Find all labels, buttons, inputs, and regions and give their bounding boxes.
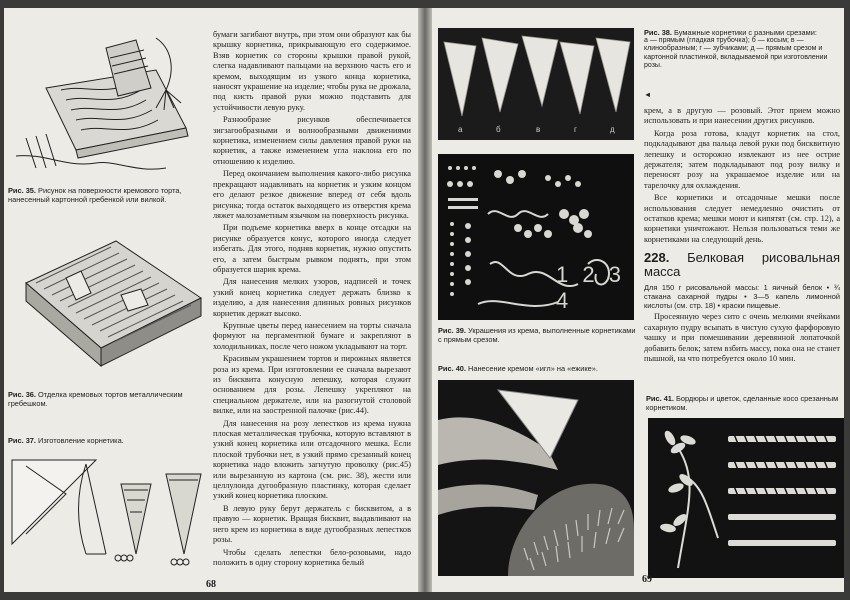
- fig39-caption-number: Рис. 39.: [438, 326, 466, 335]
- fig35-caption-text: Рисунок на поверхности кремового торта, нанесенный картонной гребенкой или вилкой.: [8, 186, 182, 204]
- fig38-label-v: в: [536, 125, 541, 134]
- left-paragraph: Чтобы сделать лепестки бело-розовыми, надо положить в одну сторону корнетика белый: [213, 547, 411, 567]
- fig37-illustration: [6, 454, 206, 574]
- hedgehog-drawing: [438, 380, 634, 576]
- recipe-ingredients: Для 150 г рисовальной массы: 1 яичный белок • ¾ стакана сахарной пудры • 3—5 капель лимонной кислоты (см. стр. 18) • краски пищевые.: [644, 283, 840, 311]
- right-paragraph: Все корнетики и отсадочные мешки после использования следует немедленно очистить от остатков крема; мешки моют и кипятят (см. стр. 12), а корнетики уничтожают. Нельзя пользоваться теми же корнетиками на следующий день.: [644, 193, 840, 244]
- section-heading: [644, 251, 840, 279]
- fig38-label-b: б: [496, 125, 501, 134]
- arrow-marker: ◄: [644, 90, 652, 99]
- fig41-photo: [648, 418, 844, 578]
- fig41-caption-number: Рис. 41.: [646, 394, 674, 403]
- right-paragraph: Просеянную через сито с очень мелкими ячейками сахарную пудру всыпать в чистую сухую фарфоровую чашку и при помешивании деревянной лопаточкой добавить белок; затем взбить массу, пока она не станет пышной, на что потребуется около 10 мин.: [644, 312, 840, 363]
- right-text-column: [644, 106, 840, 366]
- right-paragraph: Когда роза готова, кладут корнетик на стол, подкладывают два пальца левой руки под бисквитную лепешку и осторожно извлекают из нее острие держателя; затем подкладывают под розу вилку и переносят розу на украшаемое изделие или на тарелочку для охлаждения.: [644, 128, 840, 190]
- fig38-caption-number: Рис. 38.: [644, 28, 672, 37]
- fig38-caption: [644, 28, 840, 71]
- fig35-caption: [8, 186, 206, 204]
- left-paragraph: Для нанесения мелких узоров, надписей и точек узкий конец корнетика следует держать близко к изделию, а для нанесения длинных ровных рисунков корнетик держат высоко.: [213, 277, 411, 318]
- right-paragraph: крем, а в другую — розовый. Этот прием можно использовать и при нанесении других рисунков.: [644, 106, 840, 126]
- fig38-label-d: д: [610, 125, 615, 134]
- fig38-label-a: а: [458, 125, 463, 134]
- fig36-illustration: [6, 223, 206, 383]
- fig39-digits: 1 2 3 4: [556, 262, 625, 313]
- fig41-caption: [646, 394, 842, 412]
- fig38-caption-detail: а — прямым (гладкая трубочка); б — косым; в — клинообразным; г — зубчиками; д — прямым срезом и картонной пластинкой, вкладываемой при изготовлении розы.: [644, 37, 828, 70]
- left-paragraph: Разнообразие рисунков обеспечивается зигзагообразными и волнообразными движениями корнетика, изменением силы давления правой руки на корнетик, а также изменением угла наклона его по отношению к изделию.: [213, 115, 411, 166]
- fig38-label-g: г: [574, 125, 577, 134]
- book-gutter: [418, 8, 432, 592]
- left-page: [4, 8, 418, 592]
- right-page: [432, 8, 844, 592]
- fig40-photo: [438, 380, 634, 576]
- section-title: Белковая рисовальная масса: [644, 250, 840, 280]
- fig38-caption-text: Бумажные корнетики с разными срезами:: [674, 28, 817, 37]
- fig36-caption: [8, 390, 206, 408]
- paper-cones-drawing: [438, 28, 634, 140]
- fig40-caption: [438, 364, 638, 373]
- fig41-caption-text: Бордюры и цветок, сделанные косо срезанным корнетиком.: [646, 394, 839, 412]
- left-paragraph: Для нанесения на розу лепестков из крема нужна плоская металлическая трубочка, которую вставляют в узкий конец корнетика или отсадочного мешка. Если плоской трубочки нет, в узкий прямо срезанный конец корнетика надо вложить загнутую проволку (рис.45) или вырезанную из картона (см. рис. 38), жести или целлулоида дугообразную пластинку, которая сделает узкий конец корнетика плоским.: [213, 418, 411, 501]
- fig40-caption-number: Рис. 40.: [438, 364, 466, 373]
- borders-flower-drawing: [648, 418, 844, 578]
- fig39-caption: [438, 326, 638, 344]
- left-paragraph: бумаги загибают внутрь, при этом они образуют как бы крышку корнетика, прикрывающую его содержимое. Взяв корнетик со стороны крышки правой рукой, слегка надавливают пальцами на верхнюю часть его и кремом, выходящим из узкого конца корнетика, наносят украшение на изделие; чтобы рука не дрожала, под кисть правой руки можно подставить для устойчивости левую руку.: [213, 30, 411, 112]
- fig39-photo: [438, 154, 634, 320]
- fig37-caption: [8, 436, 206, 445]
- left-paragraph: Красивым украшением тортов и пирожных является роза из крема. При изготовлении ее сначала вырезают из бисквита конусную лепешку, которая служит основанием для розы. Лепешку укрепляют на специальном держателе, или на разогнутой столовой вилке, или на заостренной палочке (рис.44).: [213, 354, 411, 416]
- left-paragraph: Перед окончанием выполнения какого-либо рисунка прекращают надавливать на корнетик и узким концом его делают резкое движение вперед от себя вдоль рисунка; тогда остаток выходящего из отверстия крема ляжет малозаметным язычком на поверхность рисунка.: [213, 169, 411, 220]
- fig37-caption-text: Изготовление корнетика.: [38, 436, 124, 445]
- fig35-caption-number: Рис. 35.: [8, 186, 36, 195]
- left-paragraph: В левую руку берут держатель с бисквитом, а в правую — корнетик. Вращая бисквит, выдавливают на него крем из корнетика в виде дугообразных лепестков розы.: [213, 503, 411, 545]
- left-paragraph: Крупные цветы перед нанесением на торты сначала формуют на пергаментной бумаге и закрепляют в холодильниках, после чего ножом укладывают на торт.: [213, 320, 411, 351]
- section-number: 228.: [644, 250, 670, 266]
- left-text-column: [213, 30, 411, 570]
- fig37-caption-number: Рис. 37.: [8, 436, 36, 445]
- fig35-illustration: [6, 28, 206, 183]
- page-number-left: 68: [206, 579, 216, 590]
- fig38-photo: [438, 28, 634, 140]
- left-paragraph: При подъеме корнетика вверх в конце отсадки на рисунке образуется конус, которого иногда следует избегать. Для этого, подняв корнетик, нужно опустить его, а затем быстрым рывком поднять, при этом образуется шарик крема.: [213, 223, 411, 274]
- page-number-right: 69: [642, 574, 652, 585]
- fig40-caption-text: Нанесение кремом «игл» на «ежике».: [468, 364, 598, 373]
- fig36-caption-text: Отделка кремовых тортов металлическим гребешком.: [8, 390, 183, 408]
- fig39-caption-text: Украшения из крема, выполненные корнетиками с прямым срезом.: [438, 326, 636, 344]
- fig36-caption-number: Рис. 36.: [8, 390, 36, 399]
